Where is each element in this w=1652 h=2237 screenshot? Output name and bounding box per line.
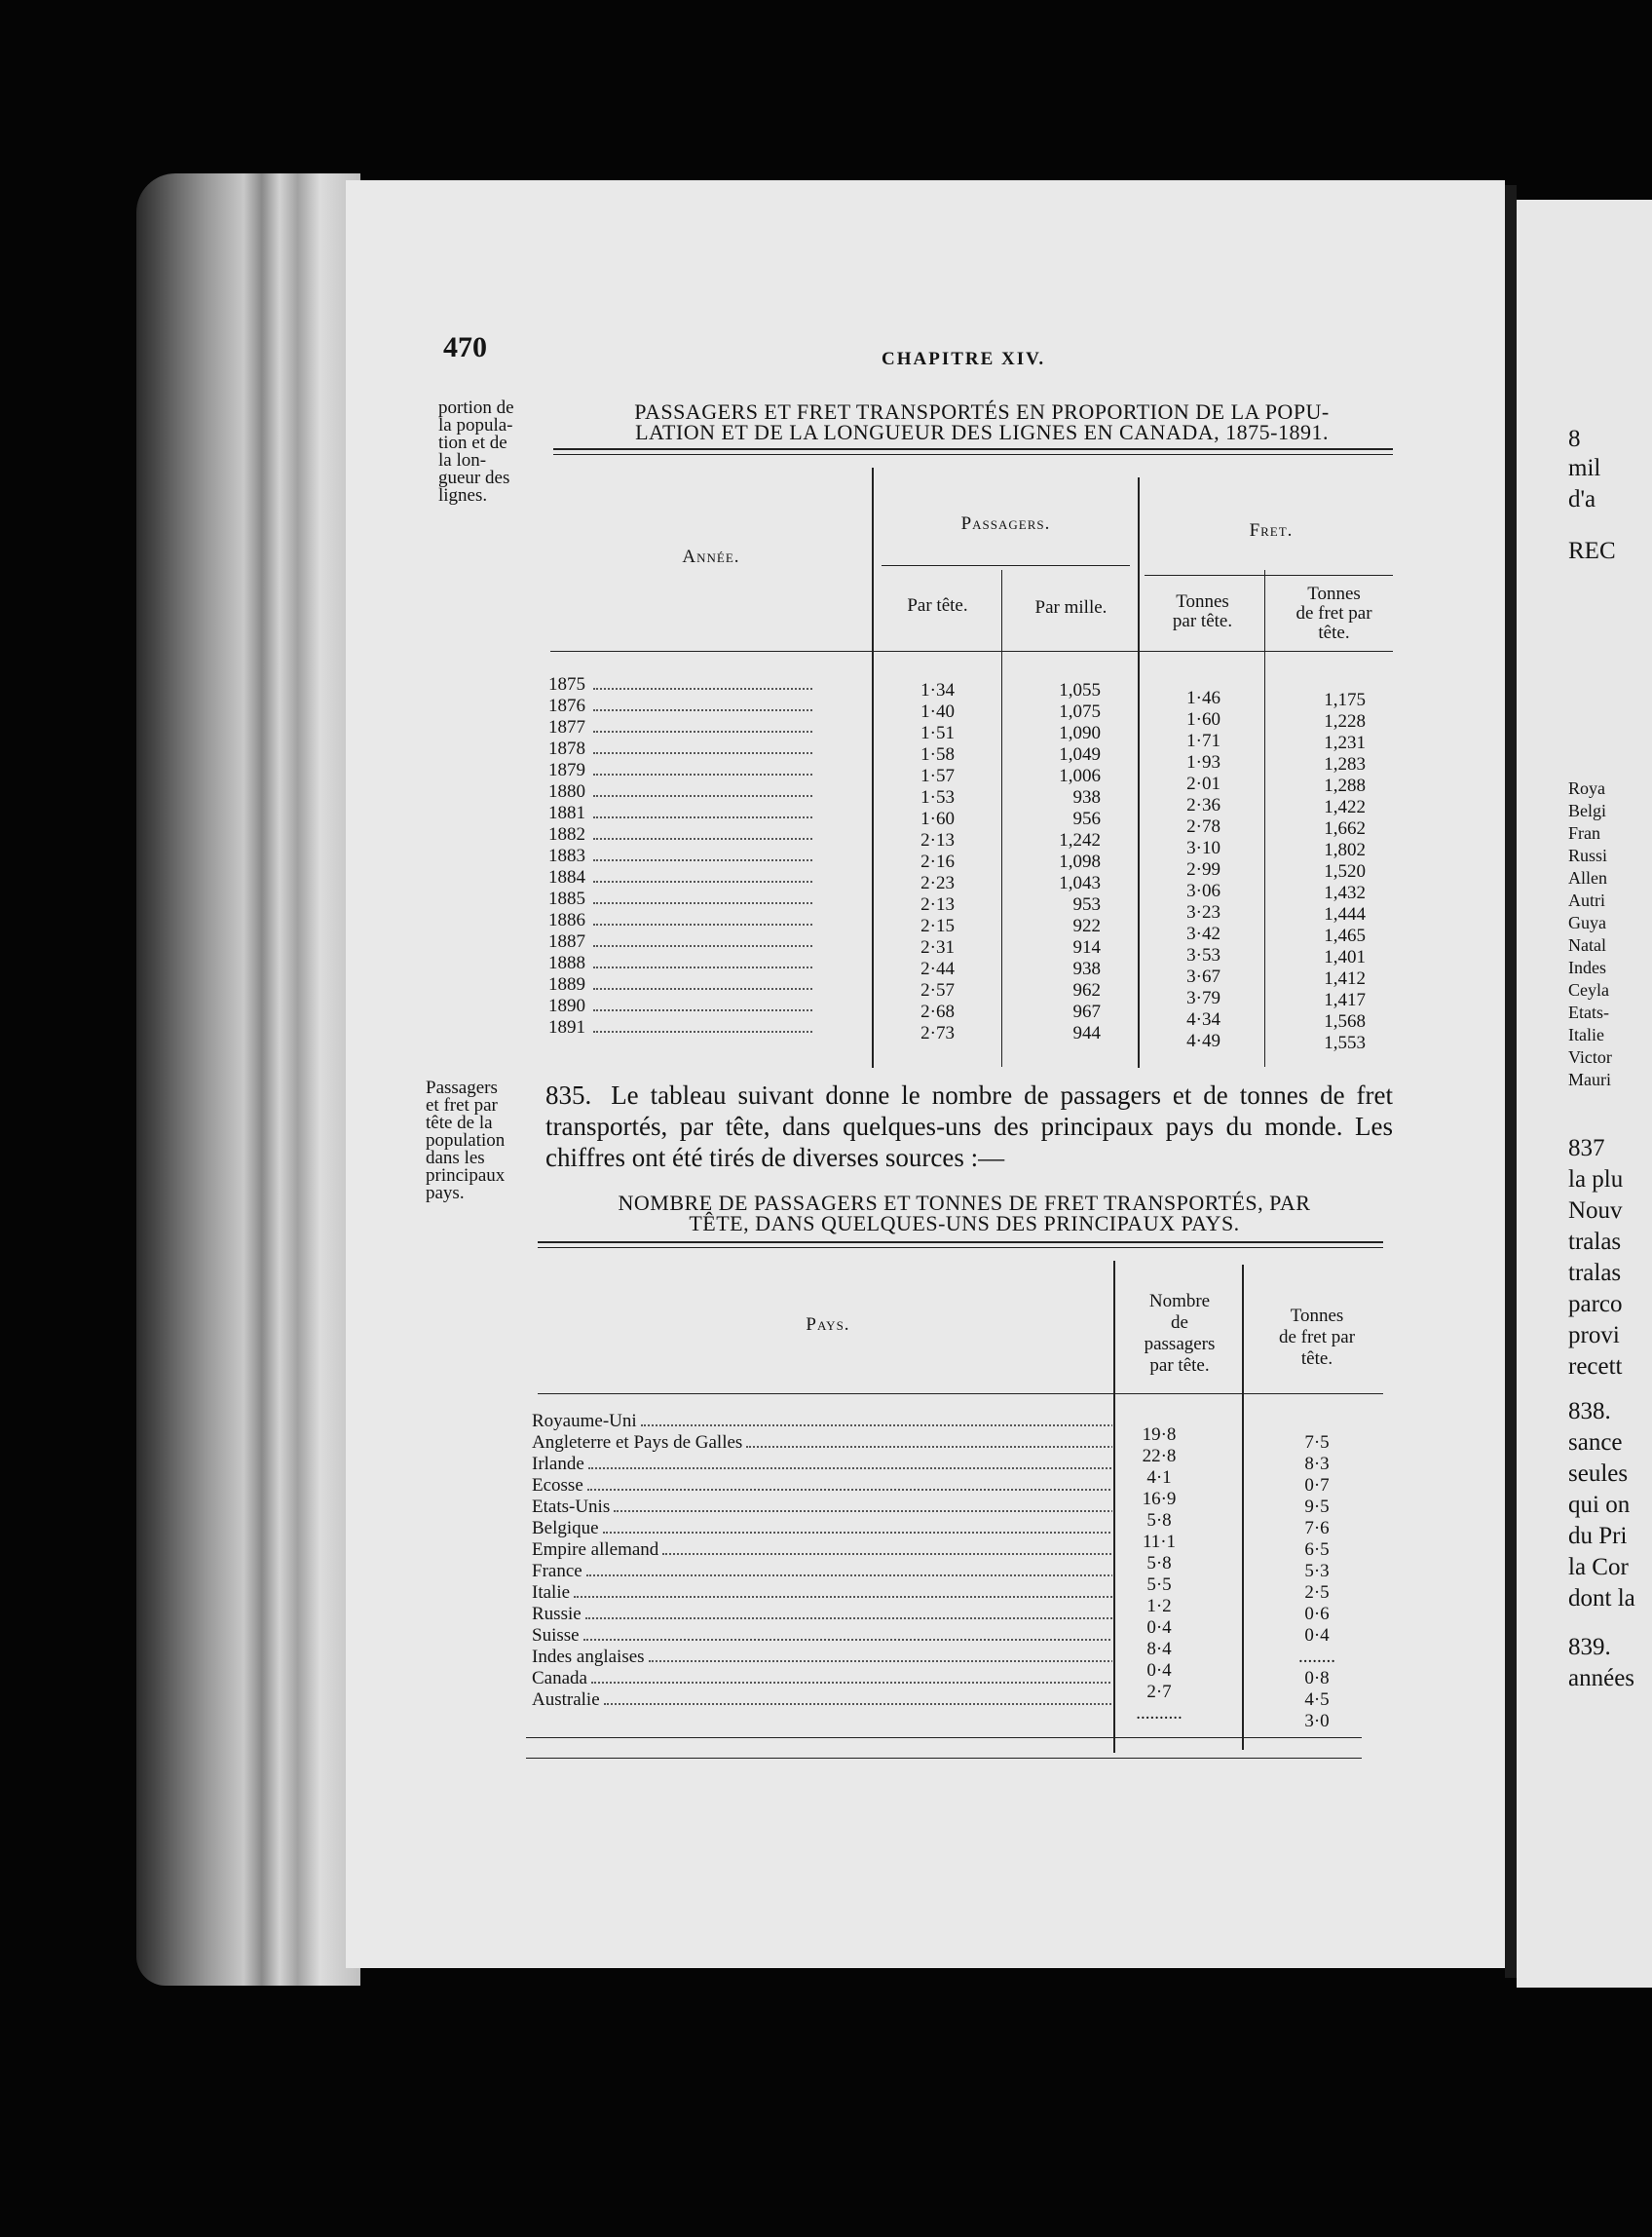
margin-note-proportion: portion de la popula- tion et de la lon- gueur des lignes. — [438, 398, 514, 506]
table1-per-head-cell: 2·13 — [920, 830, 955, 851]
table1-tons-freight-cell: 1,422 — [1324, 797, 1366, 817]
dot-leader — [662, 1553, 1112, 1555]
table1-sep-3 — [1001, 570, 1002, 1067]
table2-passengers-cell: 2·7 — [1146, 1682, 1172, 1702]
table1-per-mile-cell: 938 — [1072, 787, 1101, 808]
table1-tons-freight-cell: 1,417 — [1324, 990, 1366, 1010]
table2-tons-cell: 0·4 — [1304, 1625, 1330, 1646]
table2-country-cell: Angleterre et Pays de Galles — [532, 1432, 1112, 1454]
table1-year-cell: 1883 — [548, 846, 865, 867]
table1-year-cell: 1875 — [548, 674, 865, 696]
right-page-paragraph-fragment: sance — [1568, 1429, 1623, 1456]
dot-leader — [583, 1639, 1112, 1641]
table1-rule-top-1 — [553, 448, 1393, 450]
table2-passengers-cell: 5·8 — [1146, 1510, 1172, 1531]
right-page-paragraph-fragment: années — [1568, 1665, 1635, 1691]
table2-passengers-cell: 4·1 — [1146, 1467, 1172, 1488]
table1-per-mile-cell: 1,055 — [1059, 680, 1101, 701]
table1-per-mile-cell: 953 — [1072, 894, 1101, 915]
table1-per-head-cell: 2·68 — [920, 1002, 955, 1022]
table1-per-head-cell: 2·31 — [920, 937, 955, 958]
table2-tons-cell: 4·5 — [1304, 1689, 1330, 1710]
dot-leader — [593, 924, 812, 926]
dot-leader — [586, 1574, 1112, 1576]
table2-sep-2 — [1242, 1265, 1244, 1750]
table1-per-head-cell: 1·53 — [920, 787, 955, 808]
table1-tons-freight-cell: 1,520 — [1324, 861, 1366, 882]
dot-leader — [604, 1703, 1112, 1705]
table2-header-country: Pays. — [806, 1314, 850, 1335]
table1-tons-cell: 2·99 — [1186, 859, 1220, 880]
table1-per-head-cell: 1·60 — [920, 809, 955, 829]
table1-tons-cell: 2·78 — [1186, 816, 1220, 837]
table2-title-line2: TÊTE, DANS QUELQUES-UNS DES PRINCIPAUX PAYS. — [689, 1211, 1240, 1235]
table1-year-cell: 1880 — [548, 781, 865, 803]
table1-sep-2 — [1138, 477, 1140, 1068]
table1-tons-freight-cell: 1,444 — [1324, 904, 1366, 925]
table1-title-line2: LATION ET DE LA LONGUEUR DES LIGNES EN CANADA, 1875-1891. — [635, 420, 1329, 444]
table1-per-head-cell: 2·15 — [920, 916, 955, 936]
table2-country-cell: Etats-Unis — [532, 1497, 1112, 1518]
right-page-paragraph-fragment: dont la — [1568, 1585, 1635, 1611]
dot-leader — [588, 1467, 1112, 1469]
table1-header-passengers: Passagers. — [960, 513, 1051, 534]
table2-tons-cell: 7·6 — [1304, 1518, 1330, 1538]
table1-rule-passengers — [882, 565, 1130, 566]
right-page-paragraph-fragment: recett — [1568, 1353, 1623, 1380]
table1-per-head-cell: 1·57 — [920, 766, 955, 786]
table1-per-mile-cell: 956 — [1072, 809, 1101, 829]
table1-col-year — [548, 674, 865, 1039]
right-page-country: Mauri — [1568, 1070, 1611, 1089]
table1-year-cell: 1876 — [548, 696, 865, 717]
table1-tons-cell: 3·23 — [1186, 902, 1220, 923]
dot-leader — [593, 709, 812, 711]
right-page-country: Allen — [1568, 868, 1607, 888]
dot-leader — [585, 1617, 1112, 1619]
table1-per-mile-cell: 1,242 — [1059, 830, 1101, 851]
table1-rule-freight — [1145, 575, 1393, 576]
right-page-paragraph-fragment: provi — [1568, 1322, 1620, 1348]
dot-leader — [593, 1031, 812, 1033]
table2-tons-cell: 2·5 — [1304, 1582, 1330, 1603]
table1-tons-freight-cell: 1,412 — [1324, 968, 1366, 989]
dot-leader — [603, 1532, 1112, 1534]
table2-passengers-cell: 8·4 — [1146, 1639, 1172, 1659]
table1-tons-freight-cell: 1,228 — [1324, 711, 1366, 732]
table2-passengers-cell: 19·8 — [1142, 1424, 1177, 1445]
table2-country-cell: Empire allemand — [532, 1539, 1112, 1561]
table1-tons-cell: 2·36 — [1186, 795, 1220, 815]
dot-leader — [593, 902, 812, 904]
table1-tons-freight-cell: 1,283 — [1324, 754, 1366, 775]
table1-per-mile-cell: 1,075 — [1059, 701, 1101, 722]
right-page-country: Autri — [1568, 891, 1605, 910]
right-page-paragraph-fragment: la Cor — [1568, 1554, 1629, 1580]
table1-tons-cell: 3·06 — [1186, 881, 1220, 901]
table2-tons-cell: 7·5 — [1304, 1432, 1330, 1453]
table1-per-head-cell: 1·51 — [920, 723, 955, 743]
table1-tons-cell: 1·71 — [1186, 731, 1220, 751]
table1-tons-freight-cell: 1,465 — [1324, 926, 1366, 946]
table1-year-cell: 1890 — [548, 996, 865, 1017]
table1-per-head-cell: 2·16 — [920, 852, 955, 872]
table2-passengers-cell: 11·1 — [1142, 1532, 1177, 1552]
table1-per-mile-cell: 1,006 — [1059, 766, 1101, 786]
table1-per-mile-cell: 967 — [1072, 1002, 1101, 1022]
right-page-country: Belgi — [1568, 801, 1606, 820]
dot-leader — [593, 752, 812, 754]
table1-col-per-mile — [1008, 680, 1101, 1044]
table2-passengers-cell: 5·5 — [1146, 1574, 1172, 1595]
table2-tons-cell: 0·6 — [1304, 1604, 1330, 1624]
table1-tons-freight-cell: 1,662 — [1324, 818, 1366, 839]
table1-per-head-cell: 1·40 — [920, 701, 955, 722]
dot-leader — [614, 1510, 1112, 1512]
right-page-paragraph-fragment: 837 — [1568, 1135, 1605, 1161]
paragraph-835 — [545, 1080, 1393, 1173]
table2-country-cell: Australie — [532, 1689, 1112, 1711]
table2-title — [545, 1193, 1383, 1233]
dot-leader — [574, 1596, 1112, 1598]
table1-header-year: Année. — [682, 547, 740, 567]
dot-leader — [587, 1489, 1112, 1491]
book-page-edges — [136, 173, 360, 1986]
table1-per-head-cell: 2·23 — [920, 873, 955, 893]
dot-leader — [593, 945, 812, 947]
table1-tons-cell: 1·46 — [1186, 688, 1220, 708]
table1-tons-cell: 3·42 — [1186, 924, 1220, 944]
table1-sep-1 — [872, 468, 874, 1068]
table1-header-tons-per-head: Tonnes par tête. — [1172, 591, 1233, 631]
table2-passengers-cell: 5·8 — [1146, 1553, 1172, 1573]
right-page-paragraph-fragment: 838. — [1568, 1398, 1611, 1424]
dot-leader — [593, 1009, 812, 1011]
table1-year-cell: 1887 — [548, 931, 865, 953]
table2-country-cell: Ecosse — [532, 1475, 1112, 1497]
table2-rule-bottom-1 — [526, 1737, 1362, 1738]
table2-tons-cell: 3·0 — [1304, 1711, 1330, 1731]
right-page-paragraph-fragment: parco — [1568, 1291, 1623, 1317]
dot-leader — [593, 838, 812, 840]
right-page-paragraph-fragment: tralas — [1568, 1260, 1622, 1286]
table1-tons-freight-cell: 1,432 — [1324, 883, 1366, 903]
dot-leader — [593, 881, 812, 883]
table2-country-cell: Indes anglaises — [532, 1647, 1112, 1668]
table1-rule-header-bottom — [550, 651, 1393, 652]
table1-per-mile-cell: 922 — [1072, 916, 1101, 936]
table1-tons-cell: 1·93 — [1186, 752, 1220, 773]
table1-tons-freight-cell: 1,231 — [1324, 733, 1366, 753]
dot-leader — [593, 816, 812, 818]
table1-tons-cell: 3·67 — [1186, 967, 1220, 987]
table1-per-mile-cell: 1,090 — [1059, 723, 1101, 743]
page-number: 470 — [443, 331, 487, 363]
table1-col-per-head — [882, 680, 955, 1044]
right-page-paragraph-fragment: 839. — [1568, 1634, 1611, 1660]
right-page-country: Russi — [1568, 846, 1608, 865]
table1-year-cell: 1885 — [548, 889, 865, 910]
table2-country-cell: Russie — [532, 1604, 1112, 1625]
table1-tons-cell: 3·10 — [1186, 838, 1220, 858]
table2-rule-header-bottom — [538, 1393, 1383, 1394]
chapter-heading: CHAPITRE XIV. — [882, 349, 1046, 369]
table2-passengers-cell: .......... — [1136, 1703, 1183, 1724]
dot-leader — [593, 731, 812, 733]
table1-tons-cell: 4·49 — [1186, 1031, 1220, 1051]
table1-per-mile-cell: 944 — [1072, 1023, 1101, 1043]
right-page-country: Guya — [1568, 913, 1606, 932]
right-page-paragraph-fragment: Nouv — [1568, 1197, 1623, 1224]
table1-tons-cell: 4·34 — [1186, 1009, 1220, 1030]
table2-col-country — [532, 1411, 1112, 1711]
table1-per-mile-cell: 1,098 — [1059, 852, 1101, 872]
table1-per-mile-cell: 914 — [1072, 937, 1101, 958]
table1-sep-4 — [1264, 570, 1265, 1067]
dot-leader — [593, 774, 812, 776]
table2-country-cell: France — [532, 1561, 1112, 1582]
table2-tons-cell: 5·3 — [1304, 1561, 1330, 1581]
table1-per-mile-cell: 962 — [1072, 980, 1101, 1001]
table2-tons-cell: 0·7 — [1304, 1475, 1330, 1496]
table2-sep-1 — [1113, 1261, 1115, 1753]
table1-per-head-cell: 2·73 — [920, 1023, 955, 1043]
table2-tons-cell: 6·5 — [1304, 1539, 1330, 1560]
table2-tons-cell: ........ — [1298, 1647, 1335, 1667]
table1-year-cell: 1891 — [548, 1017, 865, 1039]
right-page-top-fragment: d'a — [1568, 486, 1596, 512]
table2-tons-cell: 8·3 — [1304, 1454, 1330, 1474]
table1-tons-freight-cell: 1,802 — [1324, 840, 1366, 860]
table2-passengers-cell: 0·4 — [1146, 1617, 1172, 1638]
right-page-country: Etats- — [1568, 1003, 1609, 1022]
table2-passengers-cell: 1·2 — [1146, 1596, 1172, 1616]
table1-header-tons-freight: Tonnes de fret par tête. — [1295, 584, 1372, 643]
table1-year-cell: 1882 — [548, 824, 865, 846]
table1-per-mile-cell: 1,043 — [1059, 873, 1101, 893]
table1-per-head-cell: 1·58 — [920, 744, 955, 765]
table1-tons-cell: 2·01 — [1186, 774, 1220, 794]
table1-year-cell: 1888 — [548, 953, 865, 974]
dot-leader — [593, 688, 812, 690]
table2-country-cell: Irlande — [532, 1454, 1112, 1475]
table1-header-per-mile: Par mille. — [1034, 597, 1108, 618]
right-page-paragraph-fragment: tralas — [1568, 1229, 1622, 1255]
right-page-country: Natal — [1568, 935, 1606, 955]
dot-leader — [593, 859, 812, 861]
table1-col-tons-freight — [1276, 690, 1366, 1054]
paragraph-number: 835. — [545, 1081, 592, 1110]
right-page-paragraph-fragment: du Pri — [1568, 1523, 1628, 1549]
table1-year-cell: 1881 — [548, 803, 865, 824]
right-page-top-fragment: mil — [1568, 455, 1601, 481]
table1-rule-top-2 — [553, 454, 1393, 455]
table2-rule-top-1 — [538, 1241, 1383, 1243]
dot-leader — [593, 967, 812, 968]
dot-leader — [593, 795, 812, 797]
table2-country-cell: Canada — [532, 1668, 1112, 1689]
table1-col-tons — [1145, 688, 1220, 1052]
table1-tons-freight-cell: 1,175 — [1324, 690, 1366, 710]
table2-col-passengers — [1120, 1424, 1198, 1725]
table1-tons-cell: 3·53 — [1186, 945, 1220, 966]
table2-passengers-cell: 16·9 — [1142, 1489, 1177, 1509]
table1-tons-freight-cell: 1,553 — [1324, 1033, 1366, 1053]
table2-header-passengers: Nombre de passagers par tête. — [1144, 1291, 1216, 1376]
right-page-country: Victor — [1568, 1047, 1612, 1067]
table2-col-tons — [1249, 1432, 1385, 1732]
dot-leader — [641, 1424, 1112, 1426]
right-page-paragraph-fragment: la plu — [1568, 1166, 1624, 1193]
right-page-country: Indes — [1568, 958, 1606, 977]
right-page-paragraph-fragment: qui on — [1568, 1492, 1631, 1518]
right-page-paragraph-fragment: seules — [1568, 1460, 1629, 1487]
table2-country-cell: Suisse — [532, 1625, 1112, 1647]
table2-country-cell: Italie — [532, 1582, 1112, 1604]
table1-year-cell: 1889 — [548, 974, 865, 996]
dot-leader — [591, 1682, 1112, 1684]
table1-per-head-cell: 2·44 — [920, 959, 955, 979]
table2-rule-top-2 — [538, 1247, 1383, 1248]
table1-tons-cell: 1·60 — [1186, 709, 1220, 730]
table1-tons-cell: 3·79 — [1186, 988, 1220, 1008]
table2-tons-cell: 9·5 — [1304, 1497, 1330, 1517]
table2-rule-bottom-2 — [526, 1758, 1362, 1759]
table2-country-cell: Royaume-Uni — [532, 1411, 1112, 1432]
table1-per-head-cell: 1·34 — [920, 680, 955, 701]
book-gutter — [1505, 185, 1517, 1978]
table1-per-mile-cell: 1,049 — [1059, 744, 1101, 765]
table2-country-cell: Belgique — [532, 1518, 1112, 1539]
paragraph-text: Le tableau suivant donne le nombre de passagers et de tonnes de fret transportés, par tête, dans quelques-uns des principaux pays du monde. Les chiffres ont été tirés de diverses sources :— — [545, 1081, 1394, 1172]
table1-per-mile-cell: 938 — [1072, 959, 1101, 979]
right-page-top-fragment: 8 — [1568, 426, 1581, 452]
table1-title-line1: PASSAGERS ET FRET TRANSPORTÉS EN PROPORTION DE LA POPU- — [634, 399, 1330, 424]
table1-tons-freight-cell: 1,401 — [1324, 947, 1366, 967]
table2-passengers-cell: 22·8 — [1142, 1446, 1177, 1466]
table2-header-tons: Tonnes de fret par tête. — [1278, 1306, 1356, 1369]
table1-year-cell: 1879 — [548, 760, 865, 781]
table1-per-head-cell: 2·57 — [920, 980, 955, 1001]
table1-tons-freight-cell: 1,568 — [1324, 1011, 1366, 1032]
table1-year-cell: 1884 — [548, 867, 865, 889]
table1-year-cell: 1877 — [548, 717, 865, 739]
table2-title-line1: NOMBRE DE PASSAGERS ET TONNES DE FRET TRANSPORTÉS, PAR — [618, 1191, 1311, 1215]
right-page-country: Italie — [1568, 1025, 1604, 1044]
table1-year-cell: 1886 — [548, 910, 865, 931]
table2-passengers-cell: 0·4 — [1146, 1660, 1172, 1681]
table1-year-cell: 1878 — [548, 739, 865, 760]
right-page-country: Roya — [1568, 778, 1605, 798]
table1-header-freight: Fret. — [1249, 520, 1294, 541]
right-page-top-fragment: REC — [1568, 538, 1616, 564]
right-page-country: Ceyla — [1568, 980, 1609, 1000]
table1-title — [553, 401, 1410, 442]
margin-note-passengers: Passagers et fret par tête de la population dans les principaux pays. — [426, 1078, 506, 1203]
table1-tons-freight-cell: 1,288 — [1324, 776, 1366, 796]
table2-tons-cell: 0·8 — [1304, 1668, 1330, 1688]
right-page-country: Fran — [1568, 823, 1600, 843]
dot-leader — [593, 988, 812, 990]
dot-leader — [746, 1446, 1112, 1448]
table1-per-head-cell: 2·13 — [920, 894, 955, 915]
table1-header-per-head: Par tête. — [907, 595, 968, 616]
dot-leader — [649, 1660, 1112, 1662]
